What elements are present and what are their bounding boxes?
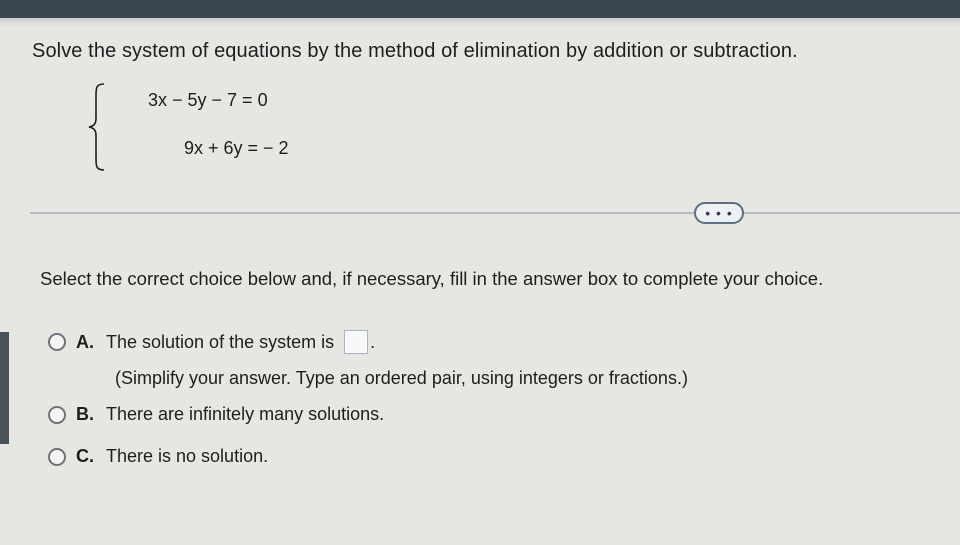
side-panel-tab[interactable] — [0, 332, 9, 444]
ellipsis-icon: • • • — [705, 205, 733, 221]
left-brace-icon — [86, 82, 110, 172]
choice-a-period: . — [370, 331, 376, 352]
choice-prompt: Select the correct choice below and, if necessary, fill in the answer box to complete your choice. — [40, 268, 824, 289]
choice-a-hint: (Simplify your answer. Type an ordered pair, using integers or fractions.) — [115, 368, 688, 388]
top-bar-shadow — [0, 18, 960, 26]
question-instruction: Solve the system of equations by the method of elimination by addition or subtraction. — [32, 40, 798, 62]
choice-c-radio[interactable] — [48, 448, 66, 466]
choice-c[interactable] — [48, 446, 268, 467]
section-divider — [30, 212, 960, 214]
equation-1: 3x − 5y − 7 = 0 — [148, 90, 268, 110]
choice-a-letter: A. — [76, 331, 94, 352]
choice-b[interactable] — [48, 404, 384, 425]
equation-system — [86, 82, 346, 172]
choice-c-letter: C. — [76, 446, 94, 466]
choice-a[interactable] — [48, 330, 375, 354]
choice-a-radio[interactable] — [48, 333, 66, 351]
choice-b-letter: B. — [76, 404, 94, 424]
choice-a-text: The solution of the system is — [106, 331, 335, 352]
top-bar — [0, 0, 960, 18]
choice-b-text: There are infinitely many solutions. — [106, 404, 385, 424]
choice-c-text: There is no solution. — [106, 446, 269, 466]
answer-input-box[interactable] — [344, 330, 368, 354]
equation-2: 9x + 6y = − 2 — [184, 138, 289, 158]
choice-b-radio[interactable] — [48, 406, 66, 424]
more-options-button[interactable] — [694, 202, 744, 224]
